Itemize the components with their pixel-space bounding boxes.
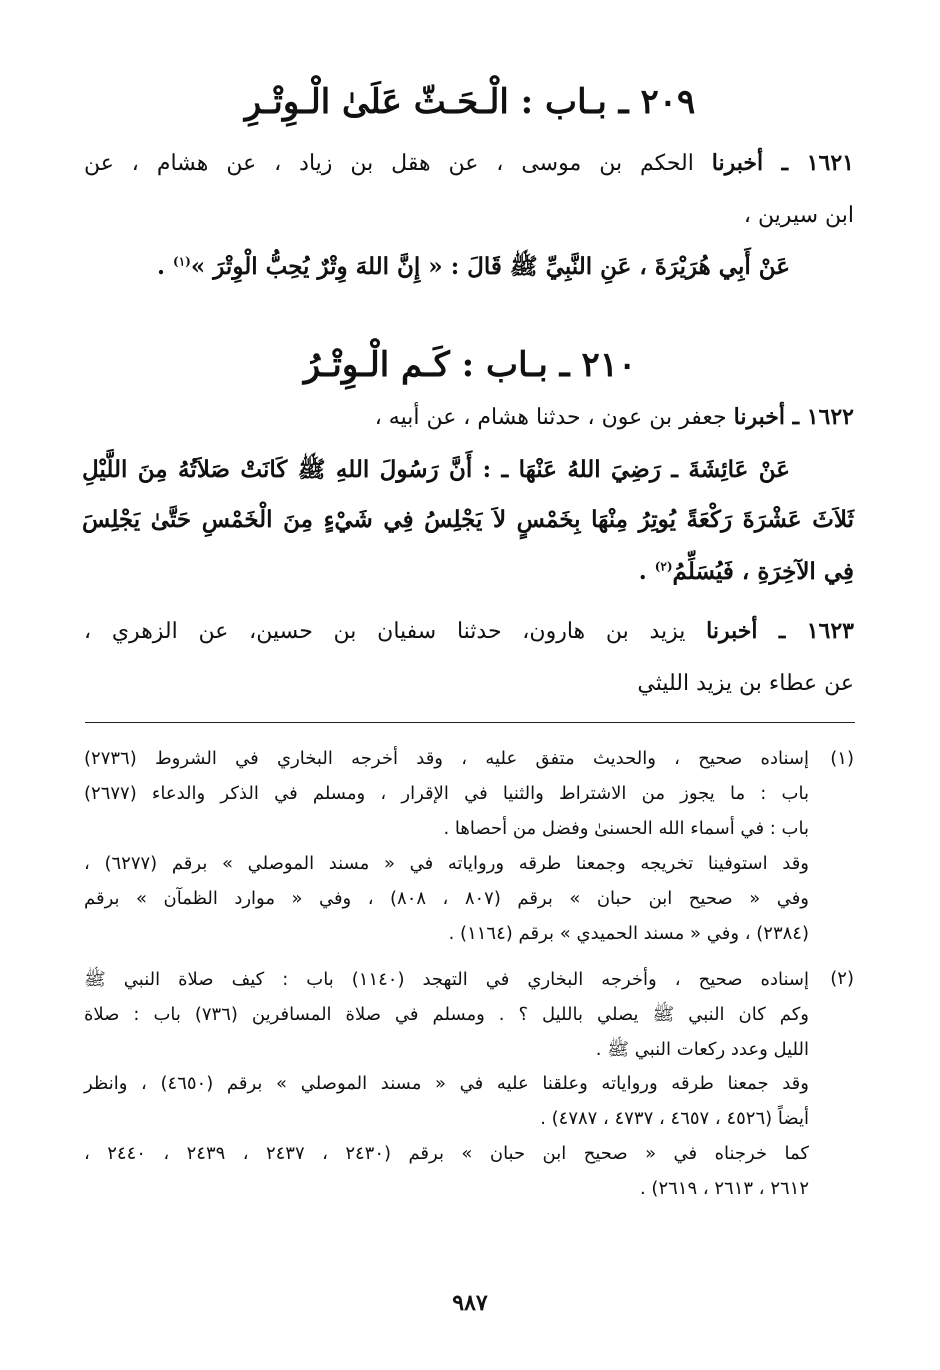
hadith-number: ١٦٢٣ ـ أخبرنا	[706, 618, 854, 644]
footnote-number: (٢)	[830, 968, 854, 989]
hadith-1622-matn-line-1: عَنْ عَائِشَةَ ـ رَضِيَ اللهُ عَنْهَا ـ : أَنَّ رَسُولَ اللهِ ﷺ كَانَتْ صَلاَتُهُ مِنَ اللَّيْلِ	[82, 456, 790, 483]
hadith-number: ١٦٢١ ـ أخبرنا	[711, 150, 854, 176]
page-number: ٩٨٧	[452, 1290, 488, 1316]
matn-text: عَنْ أَبِي هُرَيْرَةَ ، عَنِ النَّبِيِّ ﷺ قَالَ : « إِنَّ اللهَ وِتْرٌ يُحِبُّ الْوِتْرَ »	[190, 253, 790, 280]
hadith-1621-line-1	[84, 150, 854, 176]
hadith-number: ١٦٢٢ ـ أخبرنا	[733, 404, 854, 430]
matn-text: فِي الآخِرَةِ ، فَيُسَلِّمُ	[672, 558, 854, 585]
isnad-text: يزيد بن هارون، حدثنا سفيان بن حسين، عن الزهري ،	[84, 619, 686, 644]
hadith-1621-matn	[60, 252, 790, 286]
hadith-1622-matn-line-2: ثَلاَثَ عَشْرَةَ رَكْعَةً يُوتِرُ مِنْهَا بِخَمْسٍ لاَ يَجْلِسُ فِي شَيْءٍ مِنَ الْخَمْسِ حَتَّىٰ يَجْلِسَ	[82, 506, 854, 533]
matn-end: .	[638, 558, 655, 585]
isnad-text: جعفر بن عون ، حدثنا هشام ، عن أبيه ،	[374, 405, 727, 430]
hadith-1623-line-2: عن عطاء بن يزيد الليثي	[637, 671, 854, 696]
book-page: ٢٠٩ ـ بـاب : الْـحَـثّ عَلَىٰ الْـوِتْـرِ ١٦٢١ ـ أخبرنا الحكم بن موسى ، عن هقل بن زياد ، عن هشام ، عن ابن سيرين ، عَنْ أَبِي هُرَيْرَةَ ، عَنِ النَّبِيِّ ﷺ قَالَ : « إِنَّ اللهَ وِتْرٌ يُحِبُّ الْوِتْرَ »$^{(١)}$ . ٢١٠ ـ بـاب : كَـم الْـوِتْـرُ ١٦٢٢ ـ أخبرنا جعفر بن عون ، حدثنا هشام ، عن أبيه ، عَنْ عَائِشَةَ ـ رَضِيَ اللهُ عَنْهَا ـ : أَنَّ رَسُولَ اللهِ ﷺ كَانَتْ صَلاَتُهُ مِنَ اللَّيْلِ ثَلاَثَ عَشْرَةَ رَكْعَةً يُوتِرُ مِنْهَا بِخَمْسٍ لاَ يَجْلِسُ فِي شَيْءٍ مِنَ الْخَمْسِ حَتَّىٰ يَجْلِسَ فِي الآخِرَةِ ، فَيُسَلِّمُ$^{(٢)}$ . ١٦٢٣ ـ أخبرنا يزيد بن هارون، حدثنا سفيان بن حسين، عن الزهري ، عن عطاء بن يزيد الليثي (١) إسناده صحيح ، والحديث متفق عليه ، وقد أخرجه البخاري في الشروط (٢٧٣٦) باب : ما يجوز من الاشتراط والثنيا في الإقرار ، ومسلم في الذكر والدعاء (٢٦٧٧) باب : في أسماء الله الحسنىٰ وفضل من أحصاها . وقد استوفينا تخريجه وجمعنا طرقه ورواياته في « مسند الموصلي » برقم (٦٢٧٧) ، وفي « صحيح ابن حبان » برقم (٨٠٧ ، ٨٠٨) ، وفي « موارد الظمآن » برقم (٢٣٨٤) ، وفي « مسند الحميدي » برقم (١١٦٤) . (٢) إسناده صحيح ، وأخرجه البخاري في التهجد (١١٤٠) باب : كيف صلاة النبي ﷺ وكم كان النبي ﷺ يصلي بالليل ؟ . ومسلم في صلاة المسافرين (٧٣٦) باب : صلاة الليل وعدد ركعات النبي ﷺ . وقد جمعنا طرقه ورواياته وعلقنا عليه في « مسند الموصلي » برقم (٤٦٥٠) ، وانظر أيضاً (٤٥٢٦ ، ٤٦٥٧ ، ٤٧٣٧ ، ٤٧٨٧) . كما خرجناه في « صحيح ابن حبان » برقم (٢٤٣٠ ، ٢٤٣٧ ، ٢٤٣٩ ، ٢٤٤٠ ، ٢٦١٢ ، ٢٦١٣ ، ٢٦١٩) . ٩٨٧	[0, 0, 940, 1370]
chapter-heading-209: ٢٠٩ ـ بـاب : الْـحَـثّ عَلَىٰ الْـوِتْـرِ	[244, 82, 696, 122]
footnote-ref-1[interactable]: (١)	[173, 254, 191, 269]
hadith-1622-line-1	[84, 404, 854, 430]
hadith-1623-line-1	[84, 618, 854, 644]
chapter-heading-210: ٢١٠ ـ بـاب : كَـم الْـوِتْـرُ	[303, 345, 637, 385]
matn-end: .	[157, 253, 174, 280]
hadith-1622-matn-line-3	[84, 558, 854, 585]
hadith-1621-line-2: ابن سيرين ،	[743, 203, 854, 228]
footnote-number: (١)	[830, 748, 854, 769]
footnote-ref-2[interactable]: (٢)	[654, 559, 673, 574]
isnad-text: الحكم بن موسى ، عن هقل بن زياد ، عن هشام ، عن	[84, 151, 694, 176]
footnote-separator	[85, 722, 855, 723]
